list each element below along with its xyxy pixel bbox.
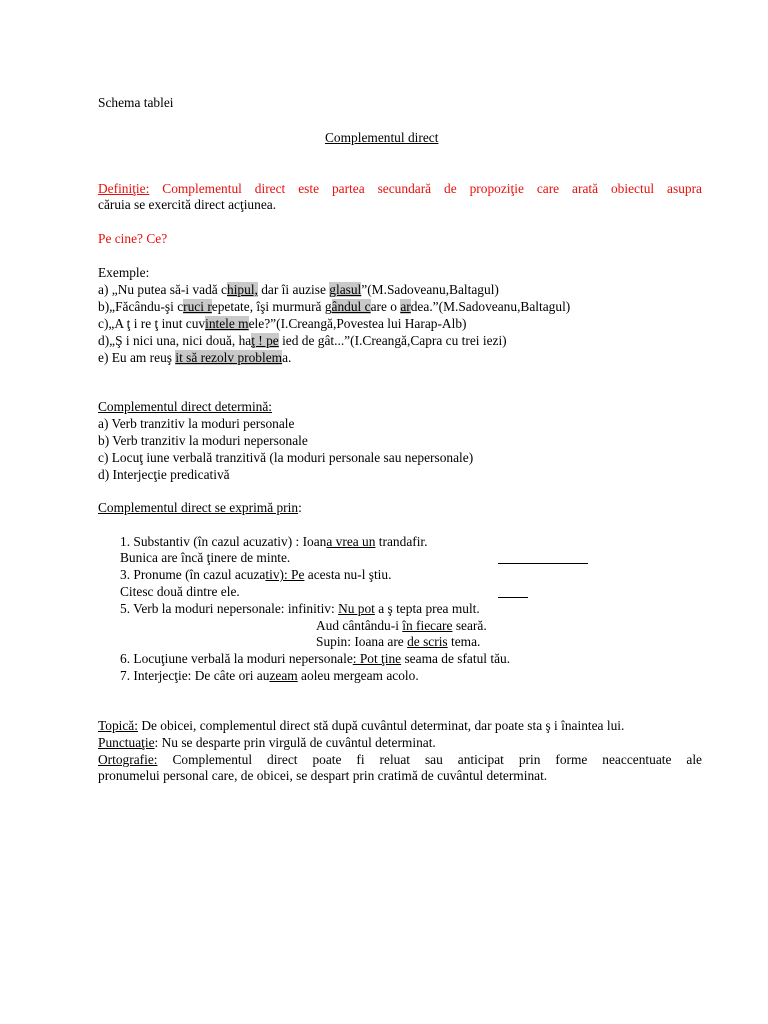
- underlined: tiv): Pe: [265, 567, 305, 582]
- text: Complementul direct se exprimă prin: [98, 500, 299, 515]
- blank-line: [498, 563, 588, 564]
- text: Complementul direct poate fi reluat sau anticipat prin forme neaccentuate ale: [157, 752, 702, 767]
- text: b)„Făcându-şi c: [98, 299, 184, 314]
- text: e) Eu am reuş: [98, 350, 176, 365]
- highlight: ândul c: [331, 299, 371, 314]
- expressed-9: [120, 668, 419, 684]
- determines-heading: Complementul direct determină:: [98, 399, 273, 414]
- punctuatie-line: [98, 735, 436, 751]
- highlight: glasul: [329, 282, 362, 297]
- page-title: Complementul direct: [325, 130, 439, 145]
- expressed-5: [120, 601, 480, 617]
- highlight: ar: [400, 299, 411, 314]
- expressed-1: [120, 534, 428, 550]
- expressed-8: [120, 651, 510, 667]
- text: a ş tepta prea mult.: [374, 601, 480, 616]
- definition-line-1: [98, 181, 702, 197]
- example-b: [98, 299, 570, 315]
- text: acesta nu-l ştiu.: [304, 567, 392, 582]
- determines-item: c) Locuţ iune verbală tranzitivă (la moduri personale sau nepersonale): [98, 450, 474, 465]
- text: are o: [370, 299, 401, 314]
- text: ele?”(I.Creangă,Povestea lui Harap-Alb): [248, 316, 467, 331]
- expressed-heading: [98, 500, 302, 516]
- underlined: zeam: [269, 668, 298, 683]
- text: ied de gât...”(I.Creangă,Capra cu trei iezi): [278, 333, 507, 348]
- text: 3. Pronume (în cazul acuza: [120, 567, 266, 582]
- underlined: Nu pot: [338, 601, 375, 616]
- expressed-7: [316, 634, 480, 650]
- text: 5. Verb la moduri nepersonale: infinitiv:: [120, 601, 339, 616]
- example-c: [98, 316, 466, 332]
- text: d)„Ş i nici una, nici două, ha: [98, 333, 252, 348]
- example-e: [98, 350, 291, 366]
- blank-line: [498, 597, 528, 598]
- example-a: [98, 282, 499, 298]
- underlined: în fiecare: [402, 618, 453, 633]
- topica-line: [98, 718, 624, 734]
- expressed-3: [120, 567, 391, 583]
- questions: Pe cine? Ce?: [98, 231, 168, 246]
- text: trandafir.: [375, 534, 428, 549]
- text: aoleu mergeam acolo.: [297, 668, 419, 683]
- text: ”(M.Sadoveanu,Baltagul): [361, 282, 499, 297]
- highlight: it să rezolv problem: [175, 350, 283, 365]
- underlined: a vrea un: [326, 534, 376, 549]
- text: tema.: [447, 634, 481, 649]
- label: Punctuaţie: [98, 735, 155, 750]
- definition-text: Complementul direct este partea secundară de propoziţie care arată obiectul asupra: [162, 181, 702, 196]
- expressed-4: Citesc două dintre ele.: [120, 584, 240, 599]
- determines-item: b) Verb tranzitiv la moduri nepersonale: [98, 433, 308, 448]
- text: c)„A ţ i re ţ inut cuv: [98, 316, 206, 331]
- expressed-2: Bunica are încă ţinere de minte.: [120, 550, 291, 565]
- text: Aud cântându-i: [316, 618, 403, 633]
- schema-label: Schema tablei: [98, 95, 174, 110]
- label: Topică:: [98, 718, 138, 733]
- text: dar îi auzise: [257, 282, 330, 297]
- ortografie-line-1: [98, 752, 702, 768]
- highlight: intele m: [205, 316, 249, 331]
- text: 1. Substantiv (în cazul acuzativ) : Ioan: [120, 534, 327, 549]
- underlined: de scris: [407, 634, 448, 649]
- ortografie-line-2: pronumelui personal care, de obicei, se despart prin cratimă de cuvântul determinat.: [98, 768, 548, 783]
- expressed-6: [316, 618, 487, 634]
- highlight: ţ ! pe: [251, 333, 279, 348]
- text: epetate, îşi murmură g: [211, 299, 332, 314]
- determines-item: d) Interjecţie predicativă: [98, 467, 230, 482]
- text: a) „Nu putea să-i vadă c: [98, 282, 228, 297]
- text: Supin: Ioana are: [316, 634, 408, 649]
- text: De obicei, complementul direct stă după cuvântul determinat, dar poate sta ş i înaintea lui.: [137, 718, 625, 733]
- text: dea.”(M.Sadoveanu,Baltagul): [410, 299, 571, 314]
- text: 6. Locuţiune verbală la moduri nepersonale: [120, 651, 353, 666]
- text: a.: [282, 350, 292, 365]
- examples-heading: Exemple:: [98, 265, 150, 280]
- text: seama de sfatul tău.: [401, 651, 511, 666]
- highlight: hipul,: [227, 282, 258, 297]
- text: : Nu se desparte prin virgulă de cuvântul determinat.: [154, 735, 436, 750]
- determines-item: a) Verb tranzitiv la moduri personale: [98, 416, 295, 431]
- text: seară.: [452, 618, 487, 633]
- label: Ortografie:: [98, 752, 158, 767]
- underlined: : Pot ţine: [352, 651, 402, 666]
- highlight: ruci r: [183, 299, 212, 314]
- definition-line-2: căruia se exercită direct acţiunea.: [98, 197, 277, 212]
- text: :: [298, 500, 302, 515]
- example-d: [98, 333, 507, 349]
- definition-label: Definiţie:: [98, 181, 150, 196]
- text: 7. Interjecţie: De câte ori au: [120, 668, 270, 683]
